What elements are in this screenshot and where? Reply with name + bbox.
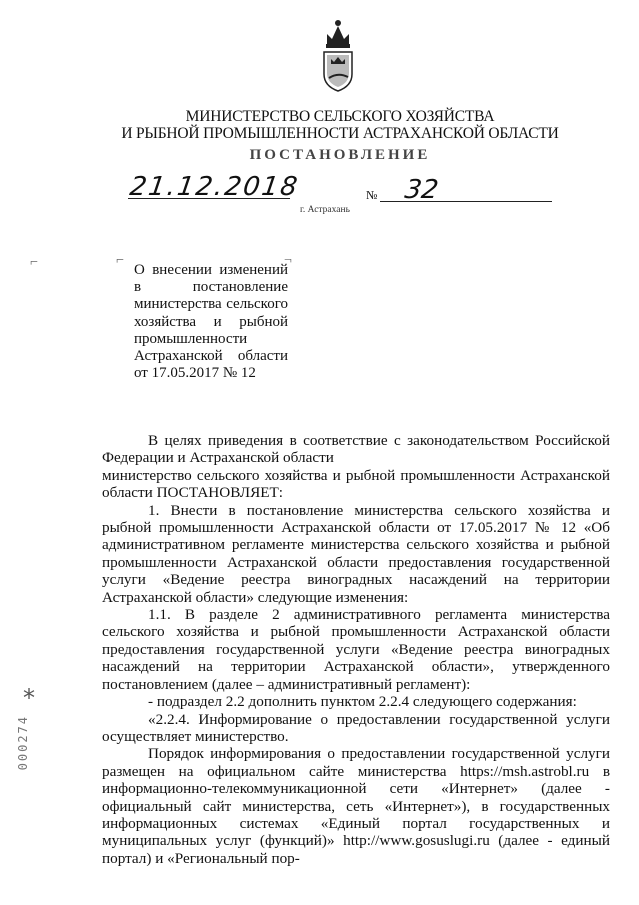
number-underline bbox=[380, 201, 552, 202]
body-paragraph: министерство сельского хозяйства и рыбной промышленности Астраханской области ПОСТАНОВЛЯЕТ: bbox=[102, 466, 610, 502]
ministry-title-line-1: МИНИСТЕРСТВО СЕЛЬСКОГО ХОЗЯЙСТВА bbox=[185, 108, 495, 125]
document-subject: О внесении изменений в постановление министерства сельского хозяйства и рыбной промышленности Астраханской области от 17.05.2017 № 12 bbox=[134, 262, 288, 382]
body-paragraph: 1. Внести в постановление министерства сельского хозяйства и рыбной промышленности Астраханской области от 17.05.2017 № 12 «Об административном регламенте министерства сельского хозяйства и рыбной промышленности Астраханской области предоставления государственной услуги «Ведение реестра виноградных насаждений на территории Астраханской области» следующие изменения: bbox=[102, 501, 610, 606]
city-label: г. Астрахань bbox=[300, 205, 350, 215]
document-body bbox=[102, 432, 610, 867]
ministry-title bbox=[100, 108, 580, 142]
handwritten-number: 32 bbox=[402, 175, 441, 205]
corner-bracket-mid-left: ⌐ bbox=[116, 253, 124, 268]
body-paragraph: 1.1. В разделе 2 административного регламента министерства сельского хозяйства и рыбной промышленности Астраханской области предоставления государственной услуги «Ведение реестра виноградных насаждений на территории Астраханской области», утвержденного постановлением (далее – административный регламент): bbox=[102, 606, 610, 693]
margin-star-mark: * bbox=[23, 684, 35, 712]
body-paragraph: «2.2.4. Информирование о предоставлении государственной услуги осуществляет министерство. bbox=[102, 710, 610, 745]
document-type: ПОСТАНОВЛЕНИЕ bbox=[249, 147, 431, 163]
handwritten-date: 21.12.2018 bbox=[127, 172, 301, 202]
ministry-title-line-2: И РЫБНОЙ ПРОМЫШЛЕННОСТИ АСТРАХАНСКОЙ ОБЛАСТИ bbox=[121, 125, 559, 142]
coat-of-arms-icon bbox=[318, 14, 358, 94]
body-paragraph: Порядок информирования о предоставлении государственной услуги размещен на официальном сайте министерства https://msh.astrobl.ru в информационно-телекоммуникационной сети «Интернет» (далее - официальный сайт министерства, сеть «Интернет»), в государственных информационных системах «Единый портал государственных и муниципальных услуг (функций)» http://www.gosuslugi.ru (далее - единый портал) и «Региональный пор- bbox=[102, 745, 610, 867]
number-label: № bbox=[366, 188, 378, 202]
corner-bracket-left: ⌐ bbox=[30, 255, 38, 270]
date-underline bbox=[128, 198, 290, 199]
body-paragraph: - подраздел 2.2 дополнить пунктом 2.2.4 следующего содержания: bbox=[148, 693, 577, 711]
registration-stamp-number: 000274 bbox=[16, 715, 30, 771]
body-paragraph: В целях приведения в соответствие с законодательством Российской Федерации и Астраханской области bbox=[102, 432, 610, 467]
corner-bracket-right: ¬ bbox=[284, 253, 292, 268]
